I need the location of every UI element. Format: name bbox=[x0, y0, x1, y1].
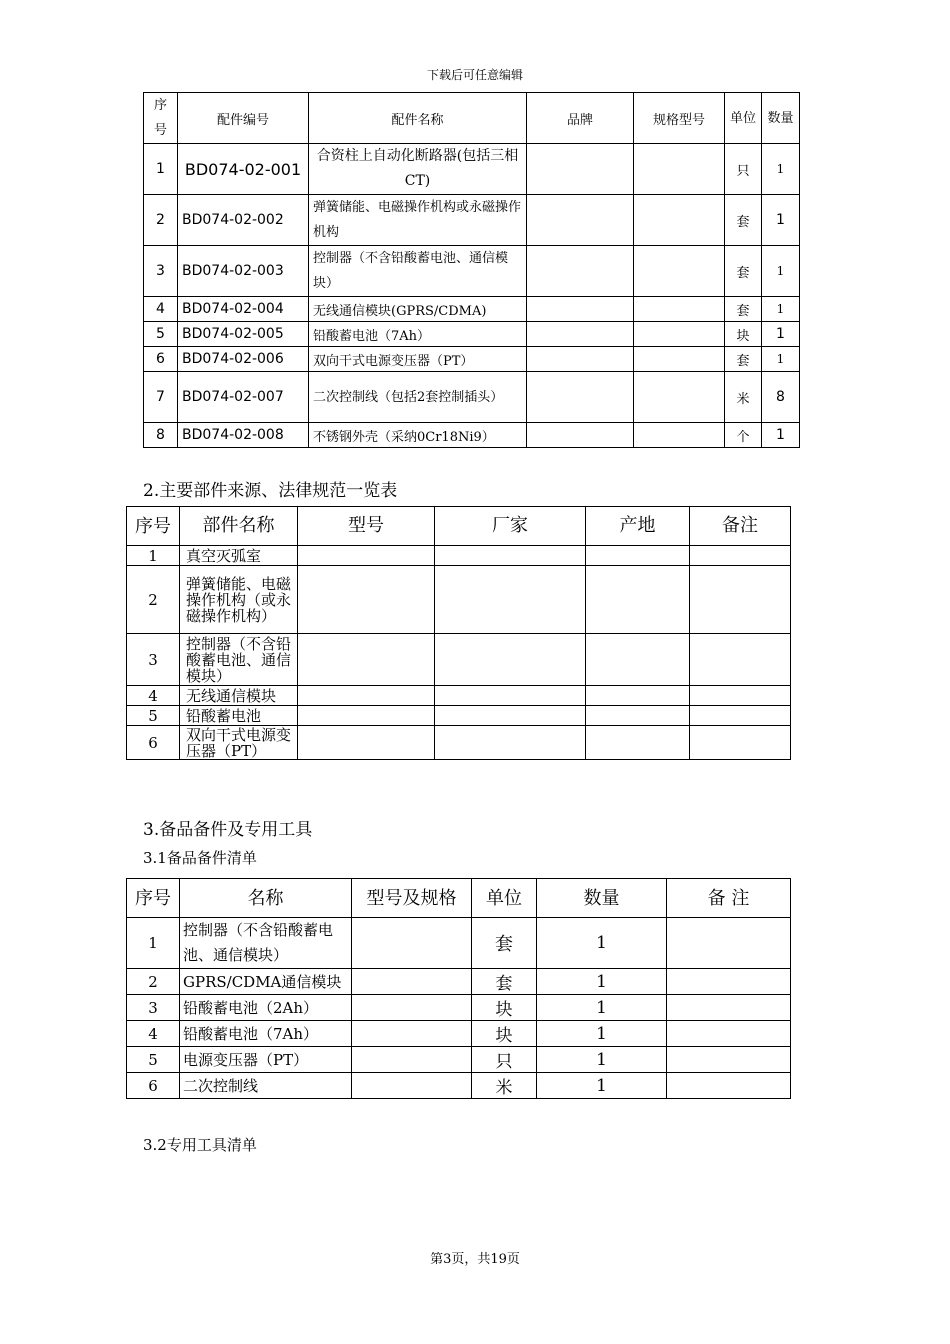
table-row bbox=[144, 372, 800, 423]
table-row bbox=[144, 144, 800, 195]
row-model bbox=[634, 246, 725, 297]
row-qty: 1 bbox=[537, 918, 667, 969]
row-seq: 6 bbox=[127, 726, 180, 760]
row-code: BD074-02-001 bbox=[178, 144, 309, 195]
section-3-title: 3.备品备件及专用工具 bbox=[143, 820, 313, 840]
page-footer-note: 第3页，共19页 bbox=[430, 1252, 520, 1267]
row-seq: 1 bbox=[144, 144, 178, 195]
row-qty: 1 bbox=[537, 995, 667, 1021]
row-model bbox=[634, 322, 725, 347]
row-brand bbox=[527, 144, 634, 195]
header-code: 配件编号 bbox=[178, 93, 309, 144]
row-seq: 4 bbox=[127, 686, 180, 706]
row-qty: 1 bbox=[762, 195, 800, 246]
table-row bbox=[127, 1047, 791, 1073]
row-model bbox=[634, 347, 725, 372]
header-origin: 产地 bbox=[586, 507, 690, 546]
row-name: 二次控制线 bbox=[180, 1073, 352, 1099]
row-code: BD074-02-007 bbox=[178, 372, 309, 423]
row-name: 无线通信模块(GPRS/CDMA) bbox=[309, 297, 527, 322]
section-3-2-title: 3.2专用工具清单 bbox=[143, 1136, 257, 1154]
sources-table-header bbox=[127, 507, 791, 546]
header-unit: 单位 bbox=[472, 879, 537, 918]
row-name: 铅酸蓄电池（7Ah） bbox=[180, 1021, 352, 1047]
row-code: BD074-02-002 bbox=[178, 195, 309, 246]
row-brand bbox=[527, 297, 634, 322]
table-row bbox=[144, 347, 800, 372]
table-row bbox=[127, 918, 791, 969]
header-name: 部件名称 bbox=[180, 507, 298, 546]
row-code: BD074-02-004 bbox=[178, 297, 309, 322]
row-brand bbox=[527, 322, 634, 347]
row-seq: 1 bbox=[127, 546, 180, 566]
row-name: 二次控制线（包括2套控制插头） bbox=[309, 372, 527, 423]
header-model: 规格型号 bbox=[634, 93, 725, 144]
row-seq: 1 bbox=[127, 918, 180, 969]
table-row bbox=[127, 1021, 791, 1047]
parts-table-header bbox=[144, 93, 800, 144]
row-model bbox=[634, 297, 725, 322]
table-row bbox=[127, 726, 791, 760]
row-name: 控制器（不含铅酸蓄电池、通信模块） bbox=[309, 246, 527, 297]
row-seq: 2 bbox=[144, 195, 178, 246]
row-qty: 1 bbox=[537, 1073, 667, 1099]
row-seq: 7 bbox=[144, 372, 178, 423]
row-name: 铅酸蓄电池 bbox=[180, 706, 298, 726]
row-code: BD074-02-008 bbox=[178, 423, 309, 448]
row-qty: 1 bbox=[537, 969, 667, 995]
row-qty: 1 bbox=[762, 246, 800, 297]
row-model bbox=[634, 423, 725, 448]
row-qty: 1 bbox=[537, 1047, 667, 1073]
row-unit: 米 bbox=[472, 1073, 537, 1099]
table-row bbox=[127, 969, 791, 995]
row-name: 合资柱上自动化断路器(包括三相CT) bbox=[309, 144, 527, 195]
row-seq: 4 bbox=[127, 1021, 180, 1047]
row-model bbox=[634, 372, 725, 423]
row-unit: 套 bbox=[725, 347, 762, 372]
row-code: BD074-02-005 bbox=[178, 322, 309, 347]
row-name: 弹簧储能、电磁操作机构（或永磁操作机构） bbox=[180, 566, 298, 634]
table-row bbox=[127, 566, 791, 634]
row-unit: 套 bbox=[472, 969, 537, 995]
page-header-note: 下载后可任意编辑 bbox=[426, 68, 523, 82]
section-3-1-title: 3.1备品备件清单 bbox=[143, 849, 257, 867]
table-row bbox=[127, 706, 791, 726]
table-row bbox=[144, 322, 800, 347]
row-model bbox=[634, 195, 725, 246]
header-maker: 厂家 bbox=[435, 507, 586, 546]
parts-table bbox=[143, 92, 800, 448]
row-seq: 6 bbox=[144, 347, 178, 372]
row-qty: 1 bbox=[762, 347, 800, 372]
row-seq: 5 bbox=[127, 706, 180, 726]
spare-parts-table-header bbox=[127, 879, 791, 918]
header-qty: 数量 bbox=[537, 879, 667, 918]
header-note: 备 注 bbox=[667, 879, 791, 918]
row-seq: 2 bbox=[127, 566, 180, 634]
sources-table bbox=[126, 506, 791, 760]
row-seq: 5 bbox=[127, 1047, 180, 1073]
row-seq: 2 bbox=[127, 969, 180, 995]
row-qty: 1 bbox=[762, 297, 800, 322]
row-name: 无线通信模块 bbox=[180, 686, 298, 706]
row-unit: 套 bbox=[725, 297, 762, 322]
row-qty: 1 bbox=[537, 1021, 667, 1047]
row-qty: 1 bbox=[762, 423, 800, 448]
row-brand bbox=[527, 246, 634, 297]
row-brand bbox=[527, 195, 634, 246]
header-qty: 数量 bbox=[762, 93, 800, 144]
header-note: 备注 bbox=[690, 507, 791, 546]
row-name: 电源变压器（PT） bbox=[180, 1047, 352, 1073]
row-unit: 套 bbox=[725, 195, 762, 246]
row-code: BD074-02-006 bbox=[178, 347, 309, 372]
table-row bbox=[127, 995, 791, 1021]
row-name: 控制器（不含铅酸蓄电池、通信模块） bbox=[180, 634, 298, 686]
row-seq: 6 bbox=[127, 1073, 180, 1099]
row-name: 不锈钢外壳（采纳0Cr18Ni9） bbox=[309, 423, 527, 448]
table-row bbox=[144, 246, 800, 297]
section-2-title: 2.主要部件来源、法律规范一览表 bbox=[143, 481, 398, 501]
row-qty: 1 bbox=[762, 144, 800, 195]
table-row bbox=[127, 634, 791, 686]
table-row bbox=[144, 423, 800, 448]
header-seq: 序号 bbox=[127, 879, 180, 918]
row-unit: 只 bbox=[725, 144, 762, 195]
row-model bbox=[634, 144, 725, 195]
row-unit: 套 bbox=[472, 918, 537, 969]
row-name: 控制器（不含铅酸蓄电池、通信模块） bbox=[180, 918, 352, 969]
row-name: 铅酸蓄电池（2Ah） bbox=[180, 995, 352, 1021]
table-row bbox=[144, 297, 800, 322]
table-row bbox=[127, 546, 791, 566]
row-brand bbox=[527, 372, 634, 423]
header-seq: 序号 bbox=[127, 507, 180, 546]
row-unit: 块 bbox=[472, 1021, 537, 1047]
row-unit: 套 bbox=[725, 246, 762, 297]
spare-parts-table bbox=[126, 878, 791, 1099]
row-code: BD074-02-003 bbox=[178, 246, 309, 297]
row-seq: 3 bbox=[127, 995, 180, 1021]
table-row bbox=[144, 195, 800, 246]
table-row bbox=[127, 1073, 791, 1099]
row-name: 真空灭弧室 bbox=[180, 546, 298, 566]
row-unit: 米 bbox=[725, 372, 762, 423]
row-seq: 8 bbox=[144, 423, 178, 448]
row-seq: 4 bbox=[144, 297, 178, 322]
row-qty: 8 bbox=[762, 372, 800, 423]
row-name: 弹簧储能、电磁操作机构或永磁操作机构 bbox=[309, 195, 527, 246]
header-name: 名称 bbox=[180, 879, 352, 918]
row-name: 双向干式电源变压器（PT） bbox=[309, 347, 527, 372]
row-seq: 5 bbox=[144, 322, 178, 347]
header-name: 配件名称 bbox=[309, 93, 527, 144]
row-unit: 块 bbox=[725, 322, 762, 347]
row-brand bbox=[527, 347, 634, 372]
row-qty: 1 bbox=[762, 322, 800, 347]
header-model: 型号 bbox=[298, 507, 435, 546]
table-row bbox=[127, 686, 791, 706]
header-spec: 型号及规格 bbox=[352, 879, 472, 918]
row-unit: 块 bbox=[472, 995, 537, 1021]
row-seq: 3 bbox=[144, 246, 178, 297]
row-name: 双向干式电源变压器（PT） bbox=[180, 726, 298, 760]
row-brand bbox=[527, 423, 634, 448]
header-unit: 单位 bbox=[725, 93, 762, 144]
row-unit: 个 bbox=[725, 423, 762, 448]
header-brand: 品牌 bbox=[527, 93, 634, 144]
row-seq: 3 bbox=[127, 634, 180, 686]
row-name: GPRS/CDMA通信模块 bbox=[180, 969, 352, 995]
row-unit: 只 bbox=[472, 1047, 537, 1073]
header-seq: 序号 bbox=[144, 93, 178, 144]
row-name: 铅酸蓄电池（7Ah） bbox=[309, 322, 527, 347]
